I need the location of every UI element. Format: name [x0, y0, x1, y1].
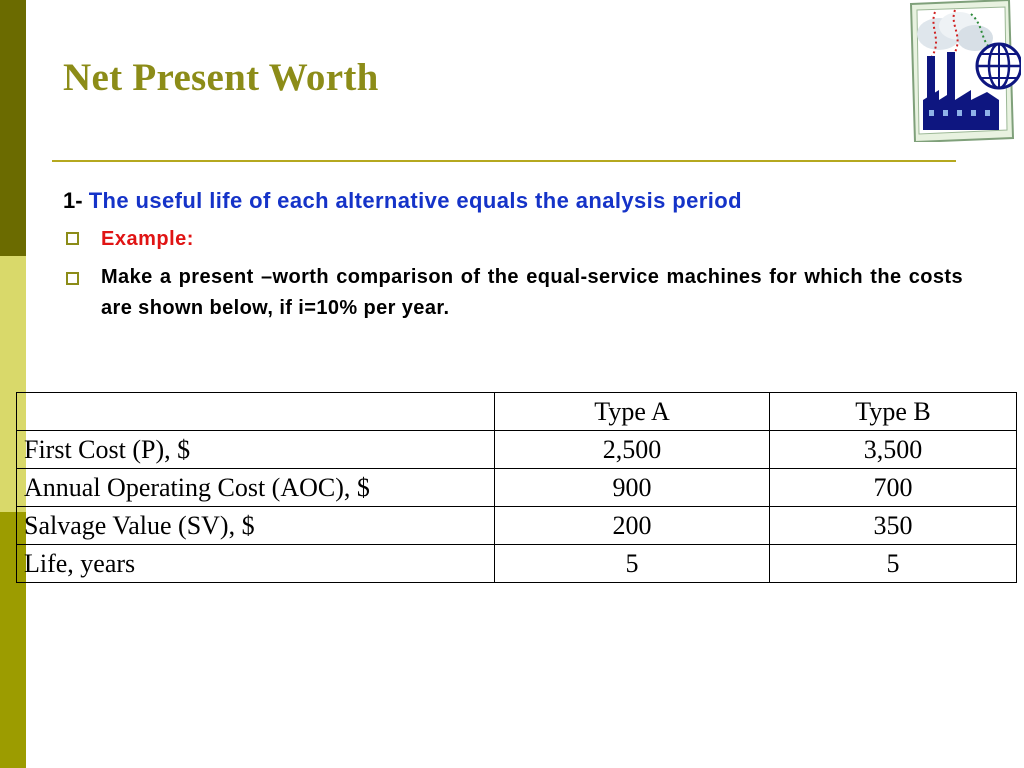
table-header-cell: [17, 393, 495, 431]
table-cell: 200: [495, 507, 770, 545]
table-header-cell: Type A: [495, 393, 770, 431]
slide-body: [63, 185, 963, 324]
point-one: [63, 185, 963, 216]
table-header-cell: Type B: [770, 393, 1017, 431]
row-label: Salvage Value (SV), $: [17, 507, 495, 545]
example-label: Example:: [101, 228, 194, 250]
table-cell: 900: [495, 469, 770, 507]
side-bar-dark: [0, 0, 26, 256]
table-row: [17, 431, 1017, 469]
table-cell: 350: [770, 507, 1017, 545]
point-one-number: 1-: [63, 188, 83, 213]
table-cell: 5: [495, 545, 770, 583]
problem-text: Make a present –worth comparison of the equal-service machines for which the costs are shown below, if i=10% per year.: [101, 266, 963, 319]
title-divider: [52, 160, 956, 162]
square-bullet-icon: [66, 232, 79, 245]
table-cell: 2,500: [495, 431, 770, 469]
row-label: Life, years: [17, 545, 495, 583]
table-cell: 5: [770, 545, 1017, 583]
cost-table: [16, 392, 1017, 583]
slide-title: Net Present Worth: [63, 56, 379, 99]
factory-globe-icon: [909, 0, 1021, 142]
square-bullet-icon: [66, 272, 79, 285]
bullet-example: [63, 222, 963, 255]
table-row: [17, 469, 1017, 507]
table-row: [17, 507, 1017, 545]
row-label: First Cost (P), $: [17, 431, 495, 469]
table-row: [17, 545, 1017, 583]
table-cell: 700: [770, 469, 1017, 507]
table-header-row: [17, 393, 1017, 431]
point-one-text: The useful life of each alternative equals the analysis period: [88, 188, 742, 213]
bullet-problem: [63, 262, 963, 324]
row-label: Annual Operating Cost (AOC), $: [17, 469, 495, 507]
table-cell: 3,500: [770, 431, 1017, 469]
